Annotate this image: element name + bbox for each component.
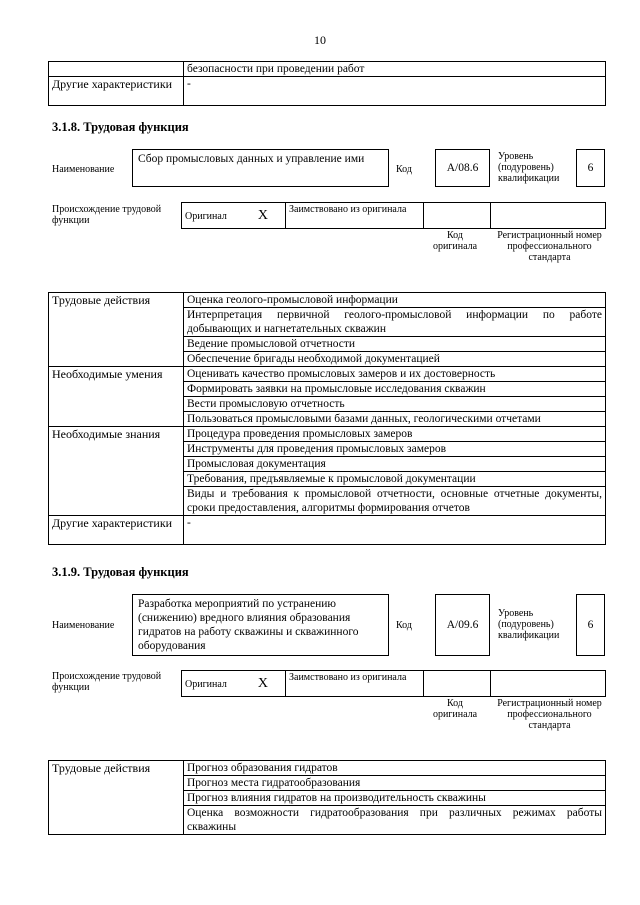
- code-original-caption: Код оригинала: [432, 698, 478, 720]
- code-label: Код: [396, 163, 412, 175]
- borrowed-label: Заимствовано из оригинала: [286, 203, 424, 229]
- table-cell: безопасности при проведении работ: [184, 62, 606, 77]
- table-cell: Прогноз влияния гидратов на производительность скважины: [184, 791, 606, 806]
- table-cell: Интерпретация первичной геолого-промысловой информации по работе добывающих и нагнетательных скважин: [184, 308, 606, 337]
- reg-number-caption: Регистрационный номер профессионального стандарта: [497, 698, 602, 731]
- table-cell: Оценивать качество промысловых замеров и их достоверность: [184, 367, 606, 382]
- function-name-box: [132, 149, 389, 187]
- table-cell: Виды и требования к промысловой отчетности, основные отчетные документы, сроки предоставления, алгоритмы формирования отчетов: [184, 487, 606, 516]
- name-label: Наименование: [52, 619, 115, 631]
- section-heading: 3.1.9. Трудовая функция: [52, 565, 189, 579]
- table-cell: Прогноз образования гидратов: [184, 761, 606, 776]
- level-label: Уровень (подуровень) квалификации: [498, 151, 560, 184]
- original-label: Оригинал: [185, 678, 227, 690]
- table-cell: Формировать заявки на промысловые исследования скважин: [184, 382, 606, 397]
- reg-number-caption: Регистрационный номер профессионального стандарта: [497, 230, 602, 263]
- page-number: 10: [314, 33, 326, 47]
- table-cell: -: [184, 77, 606, 106]
- original-mark: X: [257, 675, 268, 691]
- row-label: Другие характеристики: [49, 77, 184, 106]
- row-label: Другие характеристики: [49, 516, 184, 545]
- code-original-caption: Код оригинала: [432, 230, 478, 252]
- table-cell: Оценка геолого-промысловой информации: [184, 293, 606, 308]
- function-name: Разработка мероприятий по устранению (снижению) вредного влияния образования гидратов на работу скважины и скважинного оборудования: [138, 598, 359, 652]
- level-box: [576, 149, 605, 187]
- function-code: A/08.6: [446, 162, 479, 174]
- function-name: Сбор промысловых данных и управление ими: [138, 153, 365, 165]
- table-cell: Ведение промысловой отчетности: [184, 337, 606, 352]
- row-label: Необходимые знания: [49, 427, 184, 516]
- original-mark: X: [257, 207, 268, 223]
- code-label: Код: [396, 619, 412, 631]
- row-label: Трудовые действия: [49, 761, 184, 835]
- table-cell: Обеспечение бригады необходимой документацией: [184, 352, 606, 367]
- table-cell: Пользоваться промысловыми базами данных, геологическими отчетами: [184, 412, 606, 427]
- table-cell: Вести промысловую отчетность: [184, 397, 606, 412]
- level-label: Уровень (подуровень) квалификации: [498, 608, 560, 641]
- origin-label: Происхождение трудовой функции: [52, 204, 162, 226]
- code-box: [435, 594, 490, 656]
- table-cell: Промысловая документация: [184, 457, 606, 472]
- level-value: 6: [587, 619, 594, 631]
- row-label: Трудовые действия: [49, 293, 184, 367]
- code-box: [435, 149, 490, 187]
- row-label: Необходимые умения: [49, 367, 184, 427]
- function-name-box: [132, 594, 389, 656]
- origin-table: [181, 202, 606, 229]
- function-table-318: [48, 292, 606, 545]
- origin-label: Происхождение трудовой функции: [52, 671, 162, 693]
- table-cell: Оценка возможности гидратообразования при различных режимах работы скважины: [184, 806, 606, 835]
- table-cell: Инструменты для проведения промысловых замеров: [184, 442, 606, 457]
- section-heading: 3.1.8. Трудовая функция: [52, 120, 189, 134]
- function-table-319: [48, 760, 606, 835]
- origin-table: [181, 670, 606, 697]
- level-box: [576, 594, 605, 656]
- table-cell: -: [184, 516, 606, 545]
- name-label: Наименование: [52, 163, 115, 175]
- original-label: Оригинал: [185, 210, 227, 222]
- table-cell: Процедура проведения промысловых замеров: [184, 427, 606, 442]
- table-cell: Требования, предъявляемые к промысловой документации: [184, 472, 606, 487]
- function-code: A/09.6: [446, 619, 479, 631]
- level-value: 6: [587, 162, 594, 174]
- top-table: [48, 61, 606, 106]
- table-cell: Прогноз места гидратообразования: [184, 776, 606, 791]
- borrowed-label: Заимствовано из оригинала: [286, 671, 424, 697]
